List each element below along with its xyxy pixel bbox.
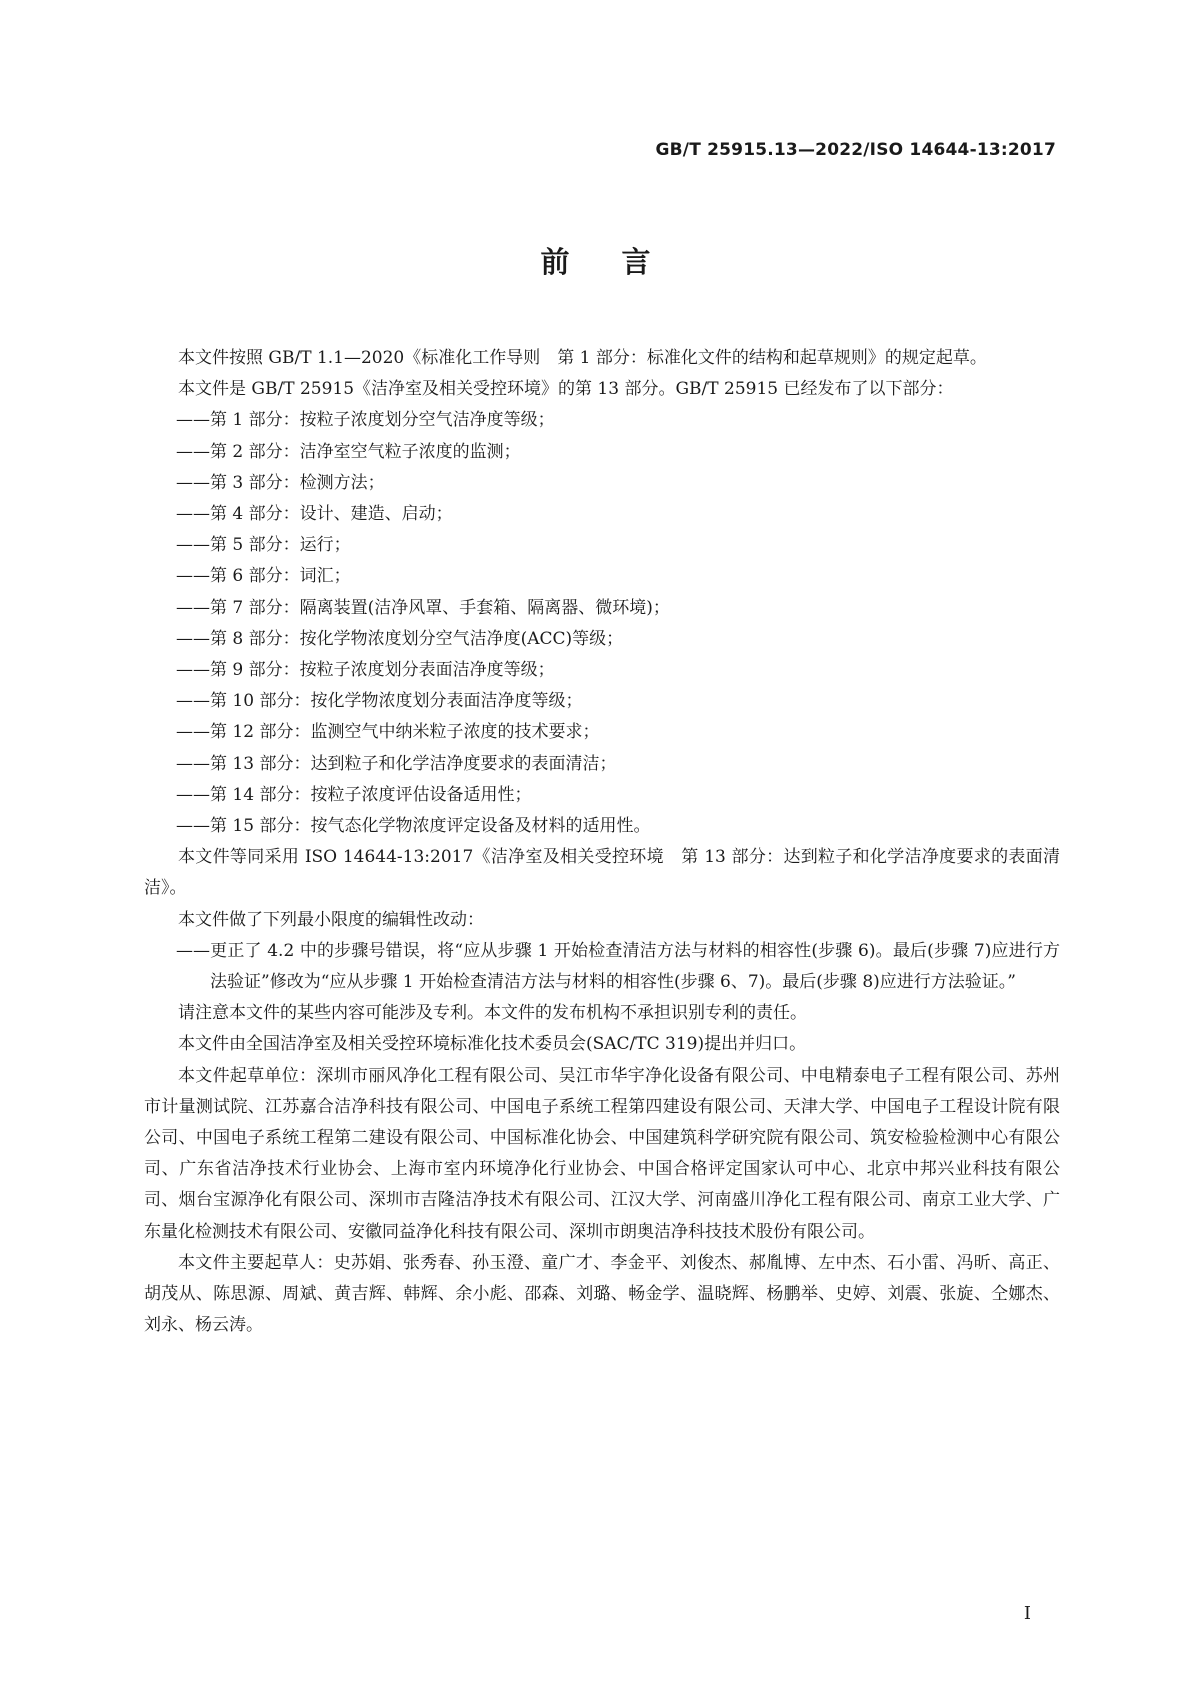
list-item: ——第 3 部分：检测方法； bbox=[176, 472, 385, 493]
list-item: ——第 6 部分：词汇； bbox=[176, 566, 351, 587]
list-item: ——第 4 部分：设计、建造、启动； bbox=[176, 504, 453, 525]
list-item: ——第 15 部分：按气态化学物浓度评定设备及材料的适用性。 bbox=[176, 816, 651, 837]
list-item: ——第 12 部分：监测空气中纳米粒子浓度的技术要求； bbox=[176, 722, 600, 743]
paragraph-series-intro: 本文件是 GB/T 25915《洁净室及相关受控环境》的第 13 部分。GB/T 25915 已经发布了以下部分： bbox=[178, 379, 954, 400]
paragraph-proposer: 本文件由全国洁净室及相关受控环境标准化技术委员会(SAC/TC 319)提出并归口。 bbox=[178, 1034, 807, 1055]
list-item: ——第 1 部分：按粒子浓度划分空气洁净度等级； bbox=[176, 410, 555, 431]
standard-code: GB/T 25915.13—2022/ISO 14644-13:2017 bbox=[655, 140, 1056, 160]
paragraph-main-drafters: 本文件主要起草人：史苏娟、张秀春、孙玉澄、童广才、李金平、刘俊杰、郝胤博、左中杰、石小雷、冯昕、高正、胡茂从、陈思源、周斌、黄吉辉、韩辉、余小彪、邵森、刘璐、畅金学、温晓辉、杨鹏举、史婷、刘震、张旋、仝娜杰、刘永、杨云涛。 bbox=[144, 1252, 1060, 1336]
page-title: 前言 bbox=[540, 245, 703, 279]
list-item: ——第 10 部分：按化学物浓度划分表面洁净度等级； bbox=[176, 691, 583, 712]
list-item: ——第 2 部分：洁净室空气粒子浓度的监测； bbox=[176, 441, 521, 462]
paragraph-patent-notice: 请注意本文件的某些内容可能涉及专利。本文件的发布机构不承担识别专利的责任。 bbox=[178, 1003, 807, 1024]
list-item: ——第 14 部分：按粒子浓度评估设备适用性； bbox=[176, 784, 532, 805]
paragraph-drafting-organizations: 本文件起草单位：深圳市丽风净化工程有限公司、吴江市华宇净化设备有限公司、中电精泰电子工程有限公司、苏州市计量测试院、江苏嘉合洁净科技有限公司、中国电子系统工程第四建设有限公司、天津大学、中国电子工程设计院有限公司、中国电子系统工程第二建设有限公司、中国标准化协会、中国建筑科学研究院有限公司、筑安检验检测中心有限公司、广东省洁净技术行业协会、上海市室内环境净化行业协会、中国合格评定国家认可中心、北京中邦兴业科技有限公司、烟台宝源净化有限公司、深圳市吉隆洁净技术有限公司、江汉大学、河南盛川净化工程有限公司、南京工业大学、广东量化检测技术有限公司、安徽同益净化科技有限公司、深圳市朗奥洁净科技技术股份有限公司。 bbox=[144, 1065, 1060, 1242]
list-item: ——第 8 部分：按化学物浓度划分空气洁净度(ACC)等级； bbox=[176, 628, 624, 649]
list-item: ——第 5 部分：运行； bbox=[176, 535, 351, 556]
foreword-body bbox=[144, 343, 1060, 1342]
paragraph-iso-adoption: 本文件等同采用 ISO 14644-13:2017《洁净室及相关受控环境 第 13 部分：达到粒子和化学洁净度要求的表面清洁》。 bbox=[144, 847, 1060, 899]
list-item: ——第 9 部分：按粒子浓度划分表面洁净度等级； bbox=[176, 660, 555, 681]
paragraph-drafting-basis: 本文件按照 GB/T 1.1—2020《标准化工作导则 第 1 部分：标准化文件的结构和起草规则》的规定起草。 bbox=[178, 348, 987, 368]
paragraph-edits-intro: 本文件做了下列最小限度的编辑性改动： bbox=[178, 909, 484, 930]
list-item: ——第 13 部分：达到粒子和化学洁净度要求的表面清洁； bbox=[176, 753, 617, 774]
list-item: ——第 7 部分：隔离装置(洁净风罩、手套箱、隔离器、微环境)； bbox=[176, 597, 670, 618]
page-number: I bbox=[1023, 1603, 1031, 1624]
list-item-edit: ——更正了 4.2 中的步骤号错误，将“应从步骤 1 开始检查清洁方法与材料的相容性(步骤 6)。最后(步骤 7)应进行方法验证”修改为“应从步骤 1 开始检查清洁方法与材料的相容性(步骤 6、7)。最后(步骤 8)应进行方法验证。” bbox=[176, 940, 1060, 993]
